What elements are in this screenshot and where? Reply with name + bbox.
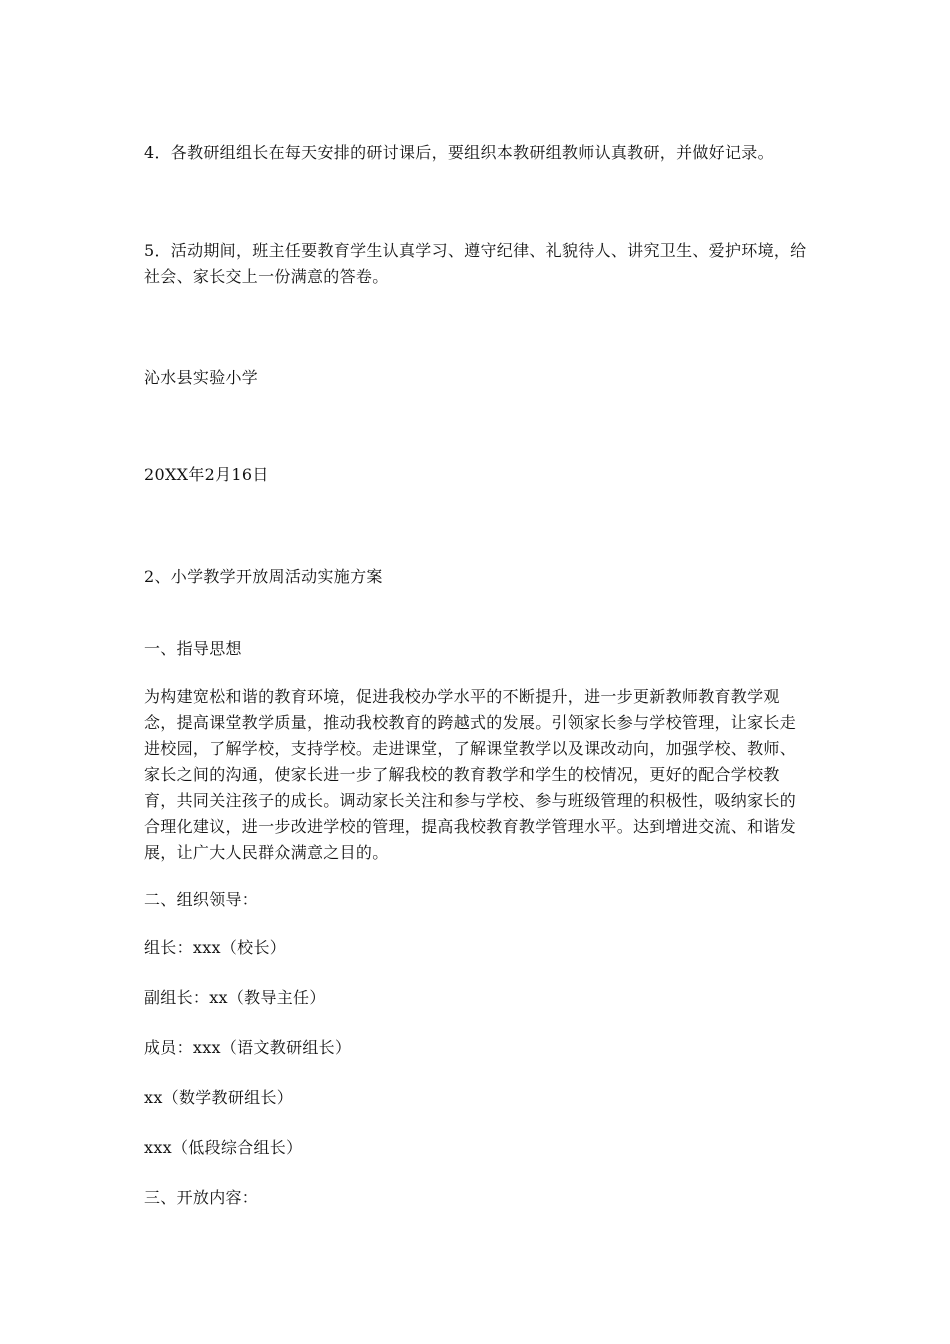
section-title: 2、小学教学开放周活动实施方案: [144, 567, 383, 586]
heading-open-content: 三、开放内容：: [144, 1188, 259, 1207]
members-line: 成员：xxx（语文教研组长）: [144, 1038, 352, 1057]
paragraph-guiding-ideology: 为构建宽松和谐的教育环境，促进我校办学水平的不断提升，进一步更新教师教育教学观念，提高课堂教学质量，推动我校教育的跨越式的发展。引领家长参与学校管理，让家长走进校园，了解学校，支持学校。走进课堂，了解课堂教学以及课改动向，加强学校、教师、家长之间的沟通，使家长进一步了解我校的教育教学和学生的校情况，更好的配合学校教育，共同关注孩子的成长。调动家长关注和参与学校、参与班级管理的积极性，吸纳家长的合理化建议，进一步改进学校的管理，提高我校教育教学管理水平。达到增进交流、和谐发展，让广大人民群众满意之目的。: [144, 687, 797, 862]
member-math-line: xx（数学教研组长）: [144, 1088, 294, 1107]
signature-school-name: 沁水县实验小学: [144, 368, 259, 387]
paragraph-item-4: 4．各教研组组长在每天安排的研讨课后，要组织本教研组教师认真教研，并做好记录。: [144, 143, 774, 162]
heading-organization: 二、组织领导：: [144, 890, 259, 909]
deputy-leader-line: 副组长：xx（教导主任）: [144, 988, 326, 1007]
signature-date: 20XX年2月16日: [144, 465, 269, 484]
heading-guiding-ideology: 一、指导思想: [144, 639, 242, 658]
leader-line: 组长：xxx（校长）: [144, 938, 287, 957]
member-lower-grade-line: xxx（低段综合组长）: [144, 1138, 303, 1157]
paragraph-item-5: 5．活动期间，班主任要教育学生认真学习、遵守纪律、礼貌待人、讲究卫生、爱护环境，给社会、家长交上一份满意的答卷。: [144, 241, 807, 286]
